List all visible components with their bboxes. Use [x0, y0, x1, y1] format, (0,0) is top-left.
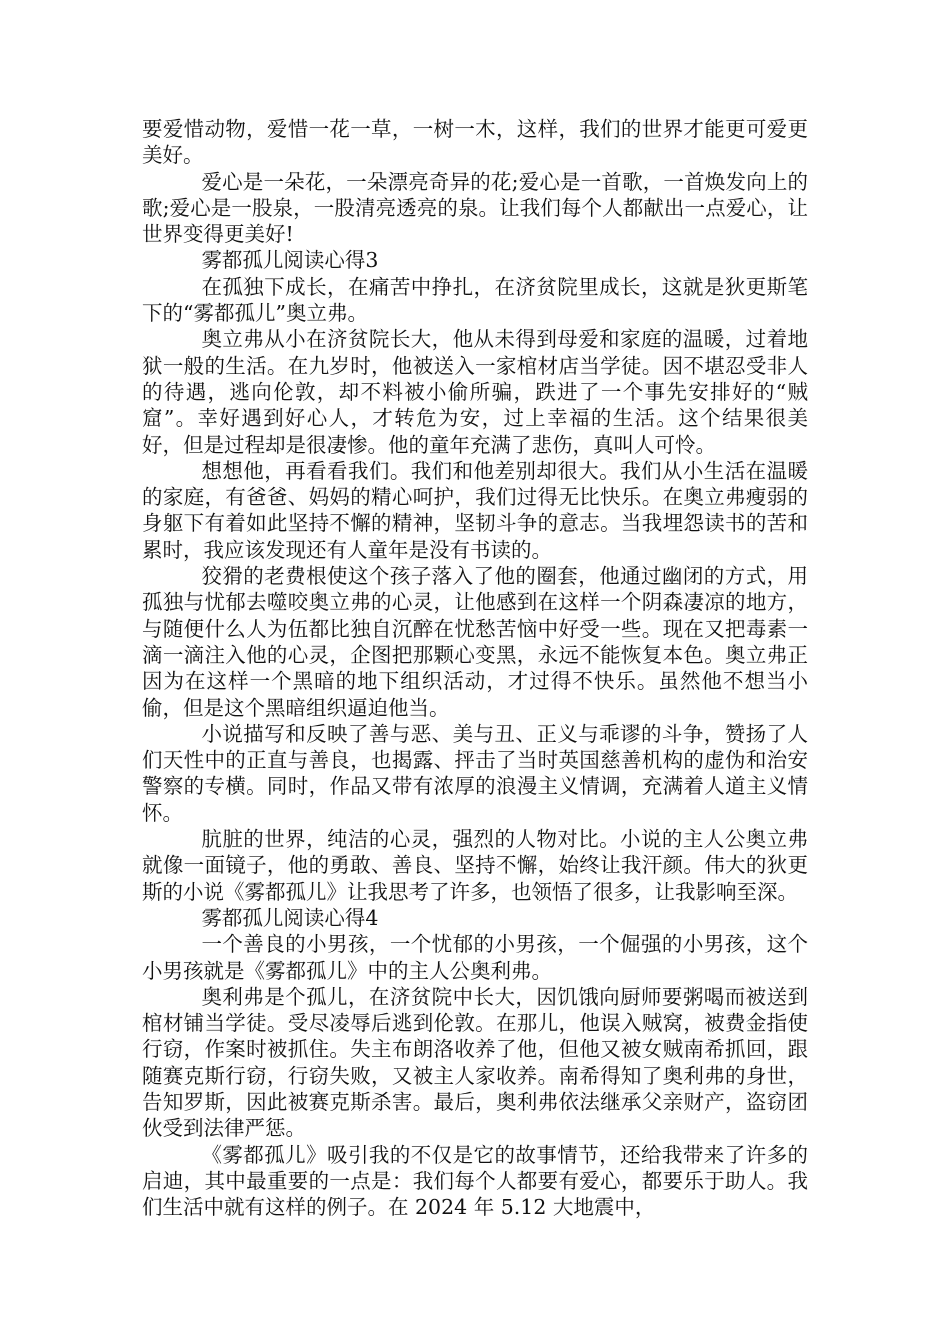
section-heading: 雾都孤儿阅读心得4 [201, 905, 379, 930]
paragraph: 奥利弗是个孤儿，在济贫院中长大，因饥饿向厨师要粥喝而被送到棺材铺当学徒。受尽凌辱后逃到伦敦。在那儿，他误入贼窝，被费金指使行窃，作案时被抓住。失主布朗洛收养了他，但他又被女贼南希抓回，跟随赛克斯行窃，行窃失败，又被主人家收养。南希得知了奥利弗的身世，告知罗斯，因此被赛克斯杀害。最后，奥利弗依法继承父亲财产，盗窃团伙受到法律严惩。 [142, 984, 808, 1141]
paragraph: 肮脏的世界，纯洁的心灵，强烈的人物对比。小说的主人公奥立弗就像一面镜子，他的勇敢、善良、坚持不懈，始终让我汗颜。伟大的狄更斯的小说《雾都孤儿》让我思考了许多，也领悟了很多，让我影响至深。 [142, 827, 808, 904]
paragraph: 奥立弗从小在济贫院长大，他从未得到母爱和家庭的温暖，过着地狱一般的生活。在九岁时，他被送入一家棺材店当学徒。因不堪忍受非人的待遇，逃向伦敦，却不料被小偷所骗，跌进了一个事先安排好的“贼窟”。幸好遇到好心人，才转危为安，过上幸福的生活。这个结果很美好，但是过程却是很凄惨。他的童年充满了悲伤，真叫人可怜。 [142, 327, 808, 457]
paragraph: 爱心是一朵花，一朵漂亮奇异的花;爱心是一首歌，一首焕发向上的歌;爱心是一股泉，一股清亮透亮的泉。让我们每个人都献出一点爱心，让世界变得更美好! [142, 169, 808, 247]
paragraph: 《雾都孤儿》吸引我的不仅是它的故事情节，还给我带来了许多的启迪，其中最重要的一点是：我们每个人都要有爱心，都要乐于助人。我们生活中就有这样的例子。在 2024 年 5.12 大地震中， [142, 1142, 808, 1220]
paragraph: 要爱惜动物，爱惜一花一草，一树一木，这样，我们的世界才能更可爱更美好。 [142, 117, 808, 168]
paragraph: 想想他，再看看我们。我们和他差别却很大。我们从小生活在温暖的家庭，有爸爸、妈妈的精心呵护，我们过得无比快乐。在奥立弗瘦弱的身躯下有着如此坚持不懈的精神，坚韧斗争的意志。当我埋怨读书的苦和累时，我应该发现还有人童年是没有书读的。 [142, 458, 808, 562]
paragraph: 在孤独下成长，在痛苦中挣扎，在济贫院里成长，这就是狄更斯笔下的“雾都孤儿”奥立弗。 [142, 274, 808, 326]
document-body [142, 116, 808, 1220]
section-heading: 雾都孤儿阅读心得3 [201, 248, 379, 273]
paragraph: 小说描写和反映了善与恶、美与丑、正义与乖谬的斗争，赞扬了人们天性中的正直与善良，也揭露、抨击了当时英国慈善机构的虚伪和治安警察的专横。同时，作品又带有浓厚的浪漫主义情调，充满着人道主义情怀。 [142, 721, 808, 825]
paragraph: 一个善良的小男孩，一个忧郁的小男孩，一个倔强的小男孩，这个小男孩就是《雾都孤儿》中的主人公奥利弗。 [142, 932, 808, 983]
paragraph: 狡猾的老费根使这个孩子落入了他的圈套，他通过幽闭的方式，用孤独与忧郁去噬咬奥立弗的心灵，让他感到在这样一个阴森凄凉的地方，与随便什么人为伍都比独自沉醉在忧愁苦恼中好受一些。现在又把毒素一滴一滴注入他的心灵，企图把那颗心变黑，永远不能恢复本色。奥立弗正因为在这样一个黑暗的地下组织活动，才过得不快乐。虽然他不想当小偷，但是这个黑暗组织逼迫他当。 [142, 564, 808, 720]
